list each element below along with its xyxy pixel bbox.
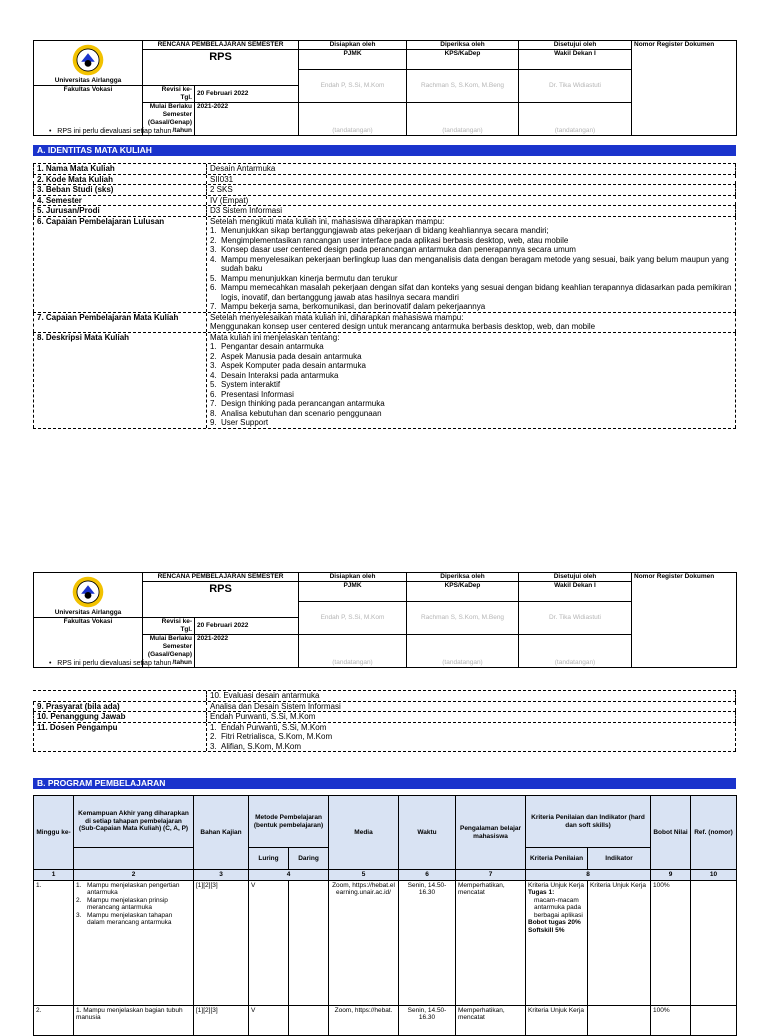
date-value: 20 Februari 2022	[195, 618, 299, 635]
col-minggu: Minggu ke-	[34, 796, 74, 870]
field-label: 4. Semester	[33, 196, 207, 206]
cpl-intro: Setelah mengikuti mata kuliah ini, mahasiswa diharapkan mampu:	[210, 216, 445, 226]
kriteria-line: Bobot tugas 20%	[528, 919, 581, 926]
checked-label: Diperiksa oleh	[407, 41, 519, 50]
identity-row	[33, 712, 736, 723]
description-item: System interaktif	[221, 380, 281, 389]
description-item: Desain Interaksi pada antarmuka	[221, 370, 339, 380]
media-cell: Zoom, https://hebat.elearning.unair.ac.id/	[329, 880, 399, 1005]
semester-label: (Gasal/Genap) /tahun	[147, 119, 192, 134]
ref-cell	[691, 880, 737, 1005]
prepared-role: PJMK	[299, 50, 407, 70]
prepared-name: Endah P, S.Si, M.Kom	[299, 69, 407, 103]
kemampuan-cell: 1. Mampu menjelaskan bagian tubuh manusia	[74, 1005, 194, 1035]
col-pengalaman: Pengalaman belajar mahasiswa	[456, 796, 526, 870]
cpmk-line: Setelah menyelesaikan mata kuliah ini, diharapkan mahasiswa mampu:	[210, 312, 464, 322]
evaluation-note: • RPS ini perlu dievaluasi setiap tahun	[49, 128, 172, 135]
description-item: User Support	[221, 418, 269, 427]
col-number: 7	[456, 870, 526, 881]
approved-label: Disetujui oleh	[519, 41, 632, 50]
checked-name: Rachman S, S.Kom, M.Beng	[407, 601, 519, 635]
faculty-name: Fakultas Vokasi	[34, 618, 143, 668]
field-label: 2. Kode Mata Kuliah	[33, 175, 207, 185]
col-number: 8	[526, 870, 651, 881]
section-a-title: A. IDENTITAS MATA KULIAH	[33, 145, 736, 156]
bahan-cell: [1][2][3]	[194, 1005, 249, 1035]
field-value: 2 SKS	[207, 185, 736, 195]
prepared-label: Disiapkan oleh	[299, 573, 407, 582]
col-bahan: Bahan Kajian	[194, 796, 249, 870]
approved-name: Dr. Tika Widiastuti	[519, 69, 632, 103]
media-cell: Zoom, https://hebat.	[329, 1005, 399, 1035]
col-kemampuan: Kemampuan Akhir yang diharapkan di setiap tahapan pembelajaran (Sub-Capaian Mata Kuliah) (C, A, P)	[74, 796, 194, 848]
prepared-role: PJMK	[299, 582, 407, 602]
kemampuan-list: 1. Mampu menjelaskan pengertian antarmuka 2. Mampu menjelaskan prinsip merancang antarmuka 3. Mampu menjelaskan tahapan dalam merancang antarmuka	[76, 882, 191, 927]
doc-type: RPS	[143, 582, 299, 618]
field-value: D3 Sistem Informasi	[207, 206, 736, 216]
semester-label: (Gasal/Genap) /tahun	[147, 651, 192, 666]
col-number: 2	[74, 870, 194, 881]
semester-label: Mulai Berlaku	[149, 635, 192, 642]
signature-placeholder: (tandatangan)	[407, 635, 519, 668]
daring-cell	[289, 1005, 329, 1035]
bobot-cell: 100%	[651, 1005, 691, 1035]
table-row	[34, 880, 737, 1005]
semester-value: 2021-2022	[195, 635, 299, 668]
dosen-item: Alifian, S.Kom, M.Kom	[221, 741, 302, 751]
approved-role: Wakil Dekan I	[519, 582, 632, 602]
col-media: Media	[329, 796, 399, 870]
field-value: Desain Antarmuka	[207, 164, 736, 174]
description-item: Aspek Manusia pada desain antarmuka	[221, 351, 362, 361]
sub-daring: Daring	[289, 848, 329, 870]
doc-type: RPS	[143, 50, 299, 86]
field-label: 10. Penanggung Jawab	[33, 712, 207, 722]
cpl-label: 6. Capaian Pembelajaran Lulusan	[33, 217, 207, 312]
field-label: 1. Nama Mata Kuliah	[33, 164, 207, 174]
description-item: Design thinking pada perancangan antarmuka	[221, 399, 385, 408]
identity-row	[33, 164, 736, 175]
university-logo	[71, 575, 105, 609]
description-label: 8. Deskripsi Mata Kuliah	[33, 333, 207, 428]
signature-placeholder: (tandatangan)	[407, 103, 519, 136]
minggu-cell: 2.	[34, 1005, 74, 1035]
col-number: 10	[691, 870, 737, 881]
signature-placeholder: (tandatangan)	[519, 635, 632, 668]
approved-role: Wakil Dekan I	[519, 50, 632, 70]
bobot-cell: 100%	[651, 880, 691, 1005]
description-item: Presentasi Informasi	[221, 389, 294, 399]
checked-role: KPS/KaDep	[407, 582, 519, 602]
luring-cell: V	[249, 880, 289, 1005]
field-value: Endah Purwanti, S.Si, M.Kom	[207, 712, 736, 722]
semester-label: Mulai Berlaku	[149, 103, 192, 110]
ref-cell	[691, 1005, 737, 1035]
identity-row	[33, 691, 736, 702]
cpmk-row	[33, 313, 736, 333]
kriteria-line: Kriteria Unjuk Kerja	[528, 881, 585, 889]
col-number: 6	[399, 870, 456, 881]
sub-kriteria: Kriteria Penilaian	[526, 848, 588, 870]
table-row	[34, 1005, 737, 1035]
identity-row	[33, 196, 736, 207]
dosen-item: Fitri Retrialisca, S.Kom, M.Kom	[221, 732, 333, 741]
revision-label: Revisi ke-	[161, 618, 192, 625]
luring-cell: V	[249, 1005, 289, 1035]
rps-title: RENCANA PEMBELAJARAN SEMESTER	[143, 41, 299, 50]
description-item: Aspek Komputer pada desain antarmuka	[221, 361, 366, 370]
signature-placeholder: (tandatangan)	[299, 103, 407, 136]
description-row	[33, 333, 736, 429]
waktu-cell: Senin, 14.50-16.30	[399, 1005, 456, 1035]
kriteria-cell	[526, 880, 588, 1005]
university-logo	[71, 43, 105, 77]
revision-label: Revisi ke-	[161, 86, 192, 93]
checked-name: Rachman S, S.Kom, M.Beng	[407, 69, 519, 103]
identity-table-continued	[33, 690, 736, 752]
pengalaman-cell: Memperhatikan, mencatat	[456, 880, 526, 1005]
dosen-item: Endah Purwanti, S.Si, M.Kom	[221, 722, 327, 732]
evaluation-note-text: RPS ini perlu dievaluasi setiap tahun	[57, 128, 172, 135]
kriteria-line: Softskill 5%	[528, 926, 565, 934]
sub-indikator: Indikator	[588, 848, 651, 870]
cpl-list: 1. Menunjukkan sikap bertanggungjawab atas pekerjaan di bidang keahliannya secara mandiri; 2. Mengimplementasikan rancangan user interface pada aplikasi berbasis desktop, web, atau mobile 3. Konsep dasar user centered design pada perancangan antarmuka dan penerapannya secara umum 4. Mampu menyelesaikan pekerjaan berlingkup luas dan menganalisis data dengan beragam metode yang sesuai, baik yang belum maupun yang sudah baku 5. Mampu menunjukkan kinerja bermutu dan terukur 6. Mampu memecahkan masalah pekerjaan dengan sifat dan konteks yang sesuai dengan bidang keahlian terapannya didasarkan pada pemikiran logis, inovatif, dan bertanggung jawab atas hasilnya secara mandiri 7. Mampu bekerja sama, berkomunikasi, dan berinovatif dalam pekerjaannya	[210, 226, 735, 312]
evaluation-note: • RPS ini perlu dievaluasi setiap tahun	[49, 660, 172, 667]
col-number: 9	[651, 870, 691, 881]
signature-placeholder: (tandatangan)	[519, 103, 632, 136]
prepared-name: Endah P, S.Si, M.Kom	[299, 601, 407, 635]
field-label: 3. Beban Studi (sks)	[33, 185, 207, 195]
pengalaman-cell: Memperhatikan, mencatat	[456, 1005, 526, 1035]
identity-row	[33, 206, 736, 217]
indikator-cell: Kriteria Unjuk Kerja	[588, 880, 651, 1005]
signature-placeholder: (tandatangan)	[299, 635, 407, 668]
col-ref: Ref. (nomor)	[691, 796, 737, 870]
identity-row	[33, 185, 736, 196]
col-number: 3	[194, 870, 249, 881]
dosen-list: 1. Endah Purwanti, S.Si, M.Kom 2. Fitri Retrialisca, S.Kom, M.Kom 3. Alifian, S.Kom, M.Kom	[210, 722, 333, 751]
field-value: SII031	[207, 175, 736, 185]
cpl-item: Menunjukkan sikap bertanggungjawab atas pekerjaan di bidang keahliannya secara mandiri;	[221, 226, 549, 235]
bahan-cell: [1][2][3]	[194, 880, 249, 1005]
document-header-2	[33, 572, 737, 668]
faculty-name: Fakultas Vokasi	[34, 86, 143, 136]
waktu-cell: Senin, 14.50-16.30	[399, 880, 456, 1005]
minggu-cell: 1.	[34, 880, 74, 1005]
register-label: Nomor Register Dokumen	[632, 41, 737, 136]
cpl-item: Mampu menunjukkan kinerja bermutu dan terukur	[221, 273, 398, 283]
col-bobot: Bobot Nilai	[651, 796, 691, 870]
approved-label: Disetujui oleh	[519, 573, 632, 582]
dosen-row	[33, 723, 736, 753]
date-label: Tgl.	[180, 626, 192, 633]
kriteria-cell: Kriteria Unjuk Kerja	[526, 1005, 588, 1035]
university-name: Universitas Airlangga	[54, 77, 122, 84]
kriteria-line: macam-macam antarmuka pada berbagai aplikasi	[534, 896, 583, 919]
col-number: 1	[34, 870, 74, 881]
field-label: 9. Prasyarat (bila ada)	[33, 702, 207, 712]
daring-cell	[289, 880, 329, 1005]
date-label: Tgl.	[180, 94, 192, 101]
semester-label: Semester	[162, 643, 192, 650]
cpl-item: Mampu bekerja sama, berkomunikasi, dan berinovatif dalam pekerjaannya	[221, 302, 486, 311]
field-value: Analisa dan Desain Sistem Informasi	[207, 702, 736, 712]
university-name: Universitas Airlangga	[54, 609, 122, 616]
cpmk-label: 7. Capaian Pembelajaran Mata Kuliah	[33, 313, 207, 332]
checked-role: KPS/KaDep	[407, 50, 519, 70]
field-label: 5. Jurusan/Prodi	[33, 206, 207, 216]
cpl-item: Konsep dasar user centered design pada perancangan antarmuka dan penerapannya secara umum	[221, 245, 576, 254]
evaluation-note-text: RPS ini perlu dievaluasi setiap tahun	[57, 660, 172, 667]
col-number: 4	[249, 870, 329, 881]
register-label: Nomor Register Dokumen	[632, 573, 737, 668]
description-intro: Mata kuliah ini menjelaskan tentang:	[210, 332, 340, 342]
col-number: 5	[329, 870, 399, 881]
description-item: Analisa kebutuhan dan scenario penggunaan	[221, 408, 382, 418]
description-item: 10. Evaluasi desain antarmuka	[207, 691, 736, 701]
indikator-cell	[588, 1005, 651, 1035]
cpl-item: Mampu menyelesaikan pekerjaan berlingkup luas dan menganalisis data dengan beragam metode yang sesuai, baik yang belum maupun yang sudah baku	[221, 254, 729, 273]
kemampuan-item: Mampu menjelaskan pengertian antarmuka	[87, 881, 180, 896]
identity-table	[33, 163, 736, 429]
field-label: 11. Dosen Pengampu	[33, 723, 207, 752]
university-cell	[34, 573, 143, 618]
col-kriteria: Kriteria Penilaian dan Indikator (hard dan soft skills)	[526, 796, 651, 848]
kriteria-line: Tugas 1:	[528, 889, 555, 896]
program-table	[33, 795, 737, 1036]
cpmk-line: Menggunakan konsep user centered design untuk merancang antarmuka berbasis desktop, web, dan mobile	[210, 322, 596, 331]
kemampuan-item: Mampu menjelaskan prinsip merancang antarmuka	[87, 896, 168, 911]
rps-title: RENCANA PEMBELAJARAN SEMESTER	[143, 573, 299, 582]
description-list: 1. Pengantar desain antarmuka 2. Aspek Manusia pada desain antarmuka 3. Aspek Komputer pada desain antarmuka 4. Desain Interaksi pada antarmuka 5. System interaktif 6. Presentasi Informasi 7. Design thinking pada perancangan antarmuka 8. Analisa kebutuhan dan scenario penggunaan 9. User Support	[210, 342, 385, 427]
approved-name: Dr. Tika Widiastuti	[519, 601, 632, 635]
semester-value: 2021-2022	[195, 103, 299, 136]
description-item: Pengantar desain antarmuka	[221, 342, 324, 351]
cpl-row	[33, 217, 736, 313]
prepared-label: Disiapkan oleh	[299, 41, 407, 50]
kemampuan-item: Mampu menjelaskan tahapan dalam merancang antarmuka	[87, 911, 173, 926]
checked-label: Diperiksa oleh	[407, 573, 519, 582]
semester-label: Semester	[162, 111, 192, 118]
col-metode: Metode Pembelajaran (bentuk pembelajaran)	[249, 796, 329, 848]
document-header-1	[33, 40, 737, 136]
sub-luring: Luring	[249, 848, 289, 870]
cpl-item: Mengimplementasikan rancangan user interface pada aplikasi berbasis desktop, web, atau mobile	[221, 235, 569, 245]
section-b-title: B. PROGRAM PEMBELAJARAN	[33, 778, 736, 789]
identity-row	[33, 175, 736, 186]
col-waktu: Waktu	[399, 796, 456, 870]
university-cell	[34, 41, 143, 86]
field-value: IV (Empat)	[207, 196, 736, 206]
identity-row	[33, 702, 736, 713]
cpl-item: Mampu memecahkan masalah pekerjaan dengan sifat dan konteks yang sesuai dengan bidang keahlian terapannya didasarkan pada pemikiran logis, inovatif, dan bertanggung jawab atas hasilnya secara mandiri	[221, 283, 732, 302]
date-value: 20 Februari 2022	[195, 86, 299, 103]
